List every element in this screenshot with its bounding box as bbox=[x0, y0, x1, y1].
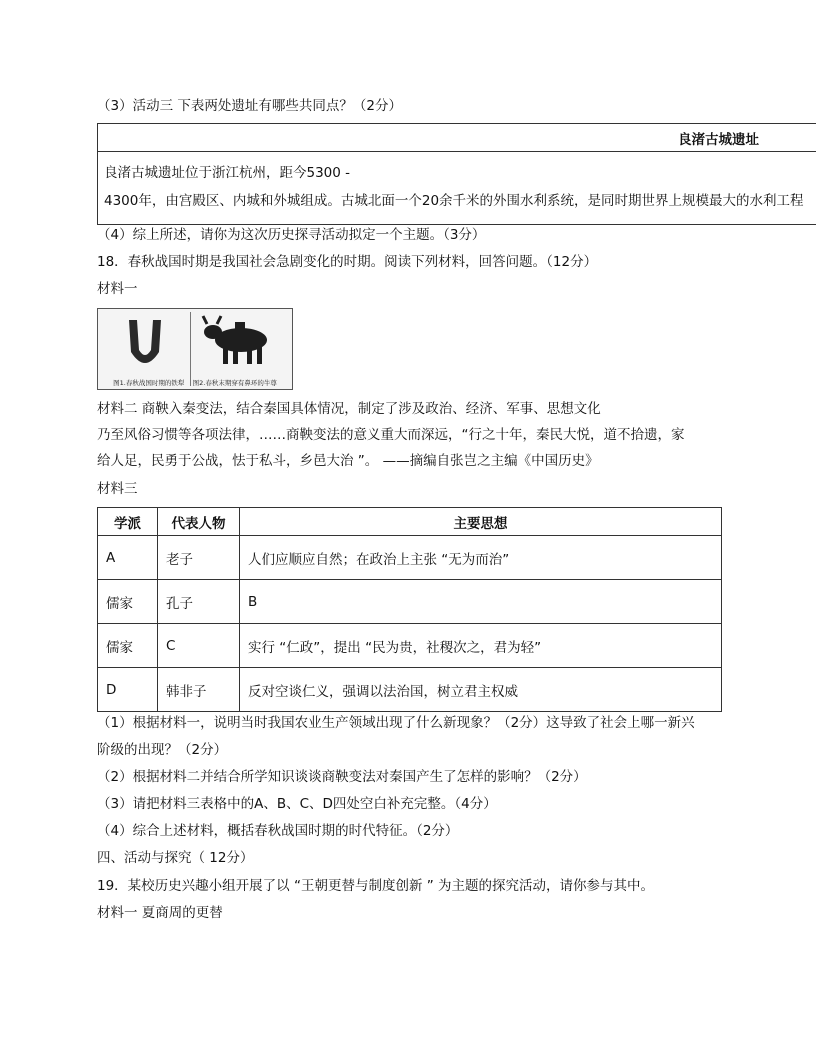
question-18-1-line-2: 阶级的出现？（2分） bbox=[97, 742, 228, 758]
schools-of-thought-table bbox=[97, 507, 722, 712]
question-17-3: （3）活动三 下表两处遗址有哪些共同点？（2分） bbox=[97, 98, 402, 114]
material-3-label: 材料三 bbox=[97, 481, 138, 497]
question-18-4: （4）综合上述材料，概括春秋战国时期的时代特征。（2分） bbox=[97, 823, 459, 839]
cell-figure: C bbox=[158, 624, 240, 668]
table-row bbox=[98, 668, 722, 712]
table-header-row bbox=[98, 508, 722, 536]
question-18-1-line-1: （1）根据材料一，说明当时我国农业生产领域出现了什么新现象？（2分）这导致了社会上哪一新兴 bbox=[97, 715, 695, 731]
material-1-label: 材料一 bbox=[97, 281, 138, 297]
cell-thought: 人们应顺应自然；在政治上主张 “无为而治” bbox=[240, 536, 722, 580]
cell-figure: 老子 bbox=[158, 536, 240, 580]
cell-school: 儒家 bbox=[98, 580, 158, 624]
material-2-line-3: 给人足，民勇于公战，怯于私斗，乡邑大治 ”。 ——摘编自张岂之主编《中国历史》 bbox=[97, 453, 599, 469]
ox-bronze-zun-image bbox=[193, 312, 290, 386]
figure-caption-1: 图1.春秋战国时期的铁犁 bbox=[113, 379, 185, 387]
figure-caption-2: 图2.春秋末期穿有鼻环的牛尊 bbox=[192, 379, 277, 387]
iron-plough-image bbox=[101, 312, 191, 386]
site-description-line-1: 良渚古城遗址位于浙江杭州，距今5300 - bbox=[104, 165, 351, 181]
material-2-line-1: 材料二 商鞅入秦变法，结合秦国具体情况，制定了涉及政治、经济、军事、思想文化 bbox=[97, 401, 601, 417]
material-1-figure bbox=[97, 308, 293, 390]
header-school: 学派 bbox=[98, 508, 158, 536]
table-header-liangzhu: 良渚古城遗址 bbox=[678, 132, 759, 148]
material-2-line-2: 乃至风俗习惯等各项法律，……商鞅变法的意义重大而深远，“行之十年，秦民大悦，道不拾遗，家 bbox=[97, 427, 685, 443]
header-figure: 代表人物 bbox=[158, 508, 240, 536]
cell-figure: 韩非子 bbox=[158, 668, 240, 712]
cell-figure: 孔子 bbox=[158, 580, 240, 624]
table-row bbox=[98, 580, 722, 624]
table-row bbox=[98, 536, 722, 580]
cell-thought: 反对空谈仁义，强调以法治国，树立君主权威 bbox=[240, 668, 722, 712]
question-18-2: （2）根据材料二并结合所学知识谈谈商鞅变法对秦国产生了怎样的影响？（2分） bbox=[97, 769, 587, 785]
cell-school: 儒家 bbox=[98, 624, 158, 668]
table-header-row bbox=[98, 124, 816, 152]
section-4-heading: 四、活动与探究（ 12分） bbox=[97, 850, 254, 866]
cell-school: A bbox=[98, 536, 158, 580]
question-19: 19．某校历史兴趣小组开展了以 “王朝更替与制度创新 ” 为主题的探究活动，请你参与其中。 bbox=[97, 878, 655, 894]
site-description-line-2: 4300年，由宫殿区、内城和外城组成。古城北面一个20余千米的外围水利系统，是同时期世界上规模最大的水利工程 bbox=[104, 193, 804, 209]
header-thought: 主要思想 bbox=[240, 508, 722, 536]
question-17-4: （4）综上所述，请你为这次历史探寻活动拟定一个主题。（3分） bbox=[97, 227, 486, 243]
cell-thought: 实行 “仁政”，提出 “民为贵，社稷次之，君为轻” bbox=[240, 624, 722, 668]
table-row bbox=[98, 624, 722, 668]
site-comparison-table bbox=[97, 123, 816, 225]
figure-captions bbox=[100, 378, 290, 387]
question-18: 18．春秋战国时期是我国社会急剧变化的时期。阅读下列材料，回答问题。（12分） bbox=[97, 254, 598, 270]
cell-school: D bbox=[98, 668, 158, 712]
question-19-material-1: 材料一 夏商周的更替 bbox=[97, 905, 223, 921]
question-18-3: （3）请把材料三表格中的A、B、C、D四处空白补充完整。（4分） bbox=[97, 796, 497, 812]
cell-thought: B bbox=[240, 580, 722, 624]
